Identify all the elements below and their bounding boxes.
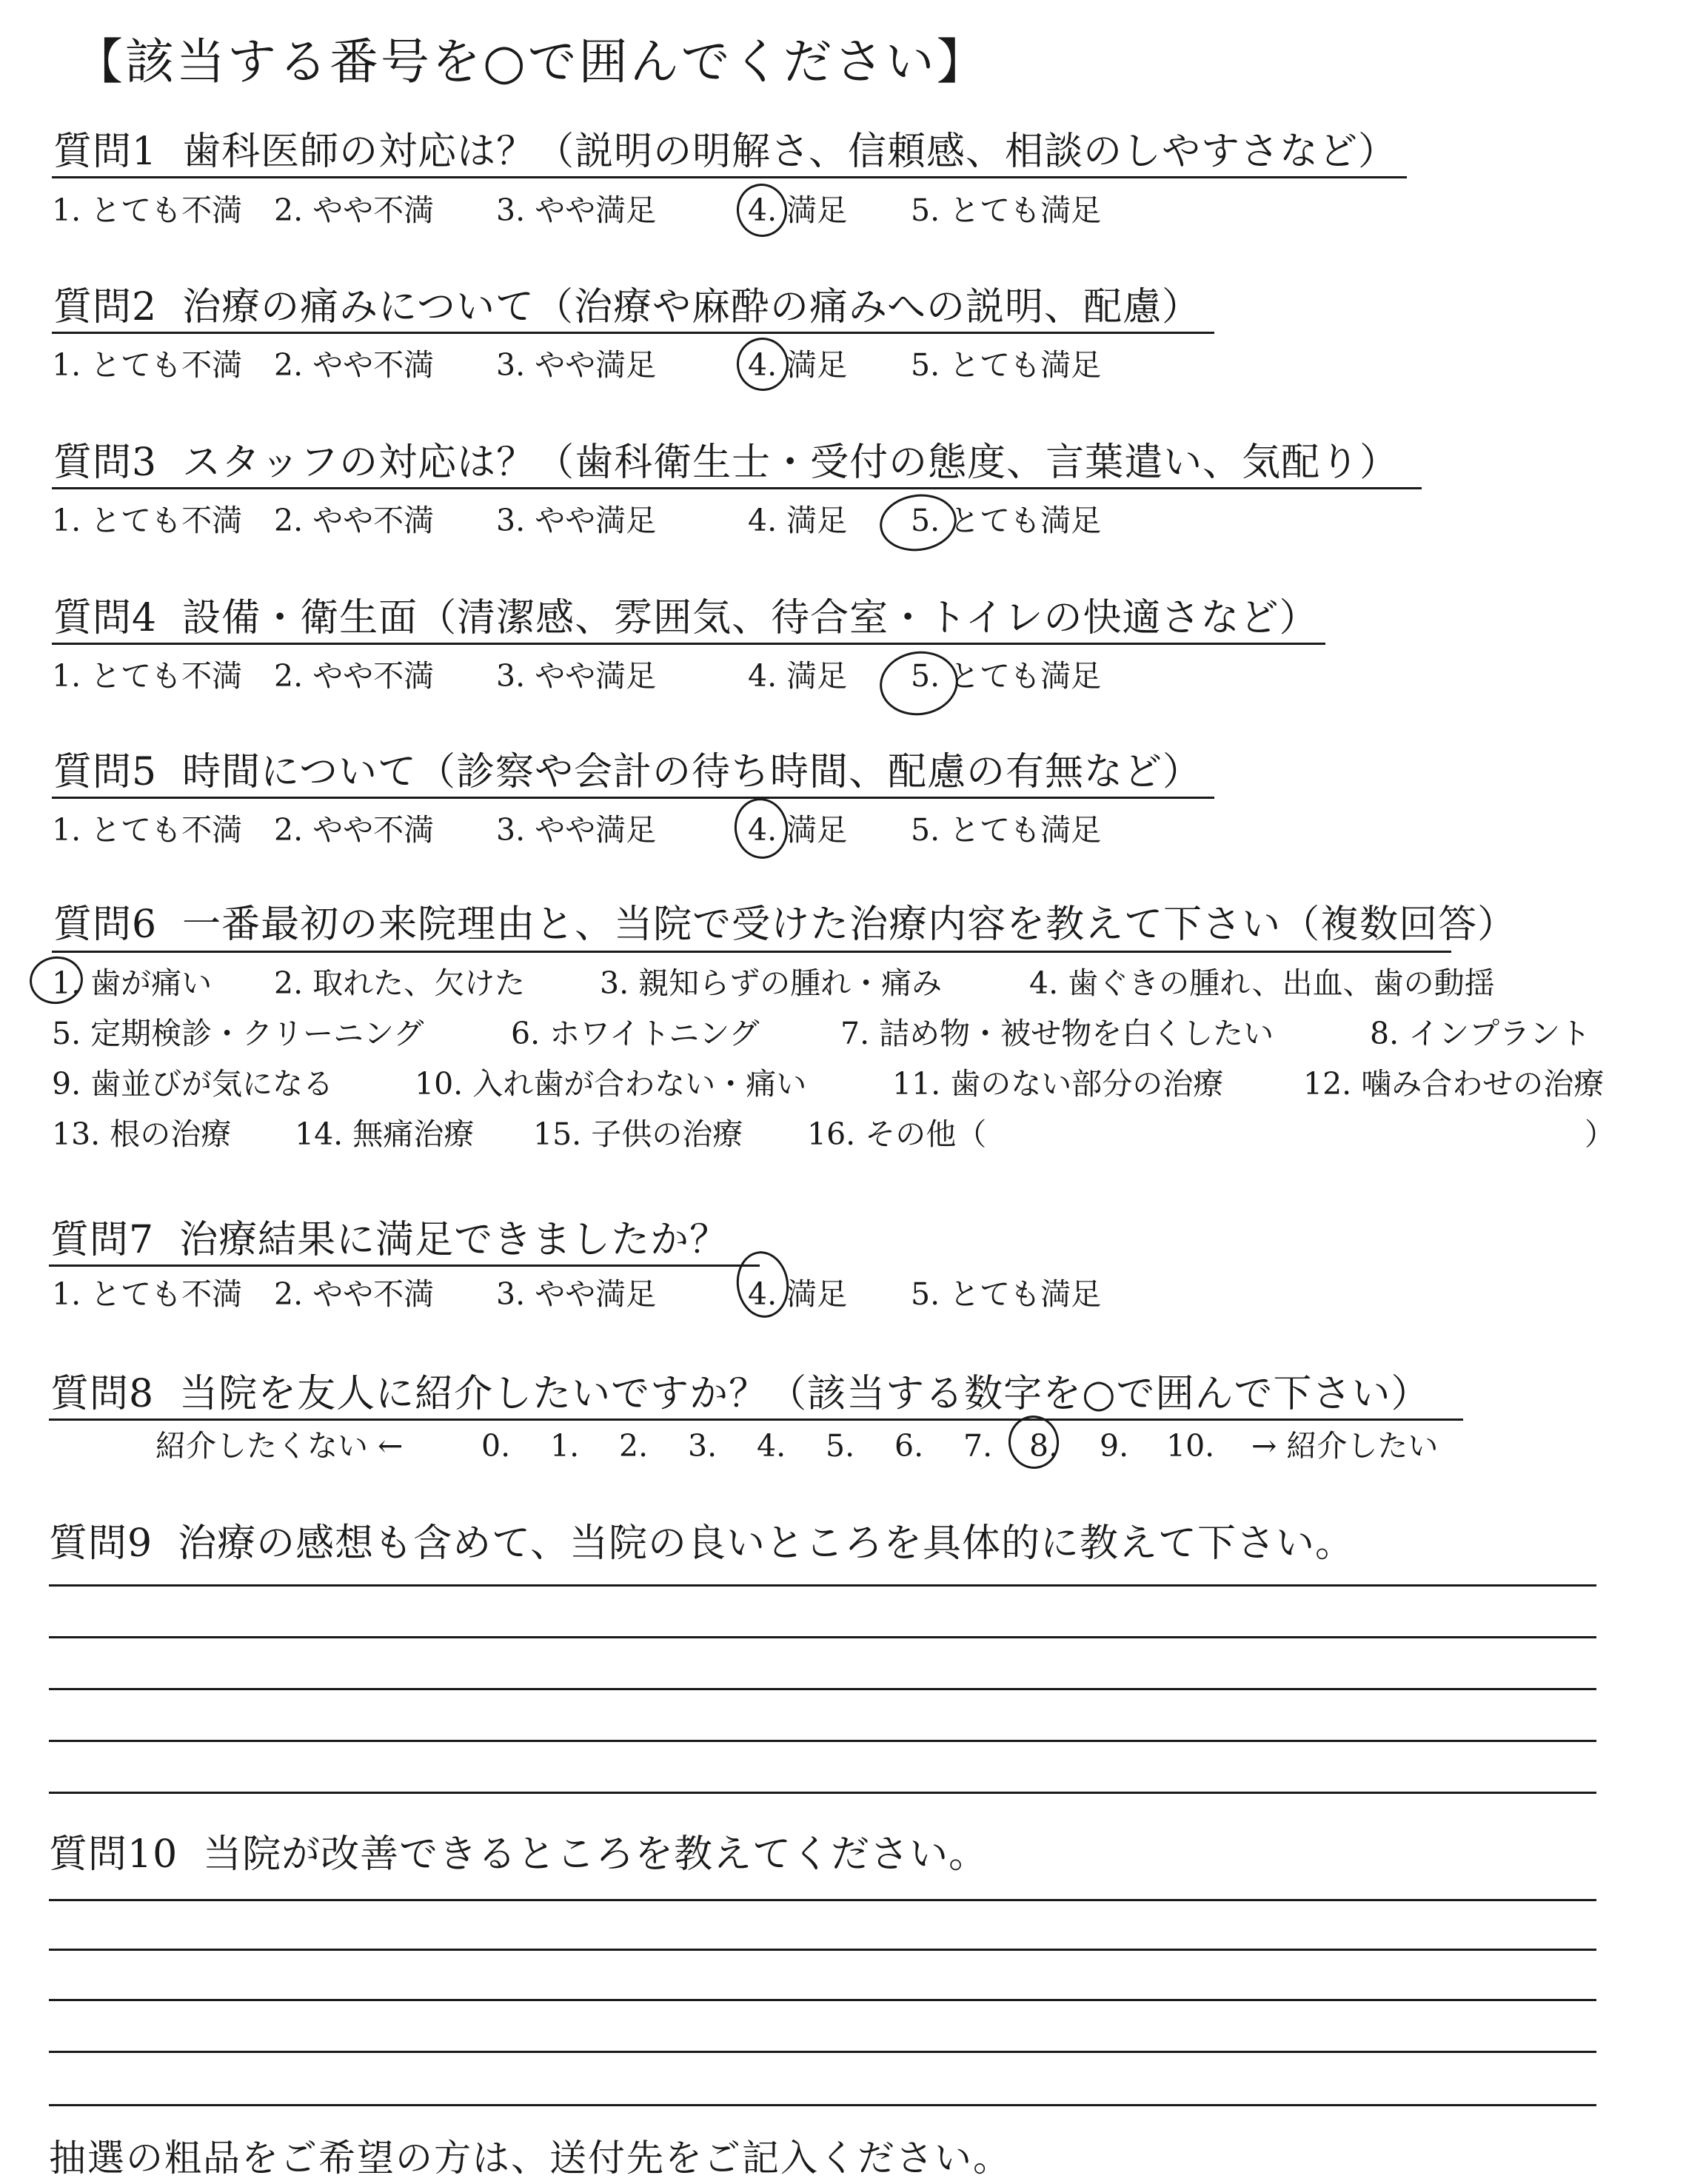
question-2-title — [53, 281, 1201, 333]
option-1[interactable]: 1. とても不満 — [52, 658, 243, 694]
reason-option-5[interactable]: 5. 定期検診・クリーニング — [52, 1016, 424, 1051]
option-4[interactable]: 4. 満足 — [748, 812, 848, 848]
question-number: 質問10 — [49, 1832, 178, 1877]
question-number: 質問1 — [53, 130, 158, 174]
question-5-options — [0, 808, 1706, 852]
option-3[interactable]: 3. やや満足 — [496, 347, 657, 383]
reason-option-6[interactable]: 6. ホワイトニング — [511, 1016, 760, 1051]
question-1-options — [0, 188, 1706, 232]
reason-option-13[interactable]: 13. 根の治療 — [52, 1116, 232, 1152]
option-2[interactable]: 2. やや不満 — [274, 503, 435, 538]
question-3-title — [53, 437, 1399, 489]
question-3-options — [0, 498, 1706, 543]
reason-option-8[interactable]: 8. インプラント — [1370, 1016, 1591, 1051]
reason-option-9[interactable]: 9. 歯並びが気になる — [52, 1066, 334, 1102]
reason-option-12[interactable]: 12. 噛み合わせの治療 — [1303, 1066, 1605, 1102]
scale-low-label: 紹介したくない ← — [155, 1428, 404, 1464]
question-number: 質問7 — [50, 1218, 155, 1262]
answer-writing-line[interactable] — [49, 1899, 1596, 1901]
question-text: 一番最初の来院理由と、当院で受けた治療内容を教えて下さい（複数回答） — [182, 902, 1517, 947]
option-1[interactable]: 1. とても不満 — [52, 192, 243, 228]
option-2[interactable]: 2. やや不満 — [274, 347, 435, 383]
scale-value-0[interactable]: 0. — [481, 1428, 511, 1464]
question-text: 設備・衛生面（清潔感、雰囲気、待合室・トイレの快適さなど） — [182, 596, 1319, 640]
question-number: 質問4 — [53, 596, 158, 640]
option-4[interactable]: 4. 満足 — [748, 192, 848, 228]
reason-option-10[interactable]: 10. 入れ歯が合わない・痛い — [415, 1066, 807, 1102]
question-5-title — [53, 746, 1202, 798]
scale-value-5[interactable]: 5. — [826, 1428, 855, 1464]
option-4[interactable]: 4. 満足 — [748, 1276, 848, 1312]
scale-value-7[interactable]: 7. — [963, 1428, 993, 1464]
option-5[interactable]: 5. とても満足 — [911, 503, 1102, 538]
answer-writing-line[interactable] — [49, 1584, 1596, 1587]
question-text: 治療の感想も含めて、当院の良いところを具体的に教えて下さい。 — [178, 1521, 1355, 1566]
question-underline — [52, 332, 1214, 334]
option-3[interactable]: 3. やや満足 — [496, 1276, 657, 1312]
question-number: 質問2 — [53, 285, 158, 329]
scale-high-label: → 紹介したい — [1251, 1428, 1439, 1464]
question-underline — [52, 797, 1214, 799]
page-title: 【該当する番号を○で囲んでください】 — [74, 33, 988, 90]
question-6-options — [0, 961, 1706, 1168]
question-8-scale — [0, 1424, 1706, 1468]
question-text: 当院が改善できるところを教えてください。 — [203, 1832, 989, 1877]
question-number: 質問3 — [53, 441, 158, 485]
question-underline — [49, 1264, 760, 1267]
scale-value-10[interactable]: 10. — [1166, 1428, 1215, 1464]
question-9-title — [49, 1518, 1354, 1570]
option-5[interactable]: 5. とても満足 — [911, 192, 1102, 228]
reason-option-7[interactable]: 7. 詰め物・被せ物を白くしたい — [840, 1016, 1274, 1051]
option-4[interactable]: 4. 満足 — [748, 658, 848, 694]
option-5[interactable]: 5. とても満足 — [911, 812, 1102, 848]
option-3[interactable]: 3. やや満足 — [496, 658, 657, 694]
option-5[interactable]: 5. とても満足 — [911, 658, 1102, 694]
question-underline — [52, 643, 1325, 645]
reason-option-3[interactable]: 3. 親知らずの腫れ・痛み — [600, 965, 943, 1001]
question-10-title — [49, 1829, 988, 1880]
answer-writing-line[interactable] — [49, 1688, 1596, 1690]
question-text: 当院を友人に紹介したいですか？（該当する数字を○で囲んで下さい） — [179, 1372, 1431, 1416]
reason-option-2[interactable]: 2. 取れた、欠けた — [274, 965, 526, 1001]
question-7-options — [0, 1272, 1706, 1316]
option-1[interactable]: 1. とても不満 — [52, 812, 243, 848]
question-text: 治療結果に満足できましたか？ — [179, 1218, 729, 1262]
scale-value-4[interactable]: 4. — [757, 1428, 786, 1464]
question-underline — [52, 487, 1422, 489]
question-underline — [52, 951, 1451, 953]
option-1[interactable]: 1. とても不満 — [52, 1276, 243, 1312]
option-3[interactable]: 3. やや満足 — [496, 503, 657, 538]
scale-value-2[interactable]: 2. — [619, 1428, 649, 1464]
option-1[interactable]: 1. とても不満 — [52, 503, 243, 538]
answer-writing-line[interactable] — [49, 1949, 1596, 1951]
answer-writing-line[interactable] — [49, 2051, 1596, 2053]
option-3[interactable]: 3. やや満足 — [496, 192, 657, 228]
question-7-title — [50, 1214, 729, 1266]
option-5[interactable]: 5. とても満足 — [911, 1276, 1102, 1312]
footer-note-cutoff: 抽選の粗品をご希望の方は、送付先をご記入ください。 — [49, 2137, 1011, 2180]
option-2[interactable]: 2. やや不満 — [274, 658, 435, 694]
option-2[interactable]: 2. やや不満 — [274, 1276, 435, 1312]
question-number: 質問6 — [53, 902, 158, 947]
other-close-paren: ） — [1585, 1116, 1615, 1152]
option-3[interactable]: 3. やや満足 — [496, 812, 657, 848]
scale-value-8[interactable]: 8. — [1029, 1428, 1059, 1464]
question-8-title — [50, 1368, 1430, 1420]
question-underline — [49, 1418, 1463, 1421]
answer-writing-line[interactable] — [49, 2104, 1596, 2106]
reason-option-15[interactable]: 15. 子供の治療 — [533, 1116, 743, 1152]
scale-value-6[interactable]: 6. — [894, 1428, 924, 1464]
option-2[interactable]: 2. やや不満 — [274, 812, 435, 848]
question-1-title — [53, 126, 1397, 178]
scale-value-3[interactable]: 3. — [688, 1428, 717, 1464]
option-5[interactable]: 5. とても満足 — [911, 347, 1102, 383]
question-6-title — [53, 899, 1516, 951]
question-number: 質問8 — [50, 1372, 155, 1416]
question-number: 質問5 — [53, 750, 158, 794]
question-text: スタッフの対応は？（歯科衛生士・受付の態度、言葉遣い、気配り） — [182, 441, 1399, 485]
option-2[interactable]: 2. やや不満 — [274, 192, 435, 228]
question-underline — [52, 176, 1407, 178]
question-text: 時間について（診察や会計の待ち時間、配慮の有無など） — [182, 750, 1202, 794]
question-4-title — [53, 592, 1319, 644]
reason-option-1[interactable]: 1. 歯が痛い — [52, 965, 213, 1001]
scale-value-1[interactable]: 1. — [550, 1428, 580, 1464]
answer-writing-line[interactable] — [49, 1636, 1596, 1638]
option-4[interactable]: 4. 満足 — [748, 503, 848, 538]
question-text: 治療の痛みについて（治療や麻酔の痛みへの説明、配慮） — [182, 285, 1202, 329]
answer-writing-line[interactable] — [49, 1999, 1596, 2001]
reason-option-16[interactable]: 16. その他（ — [807, 1116, 987, 1152]
answer-writing-line[interactable] — [49, 1740, 1596, 1742]
option-1[interactable]: 1. とても不満 — [52, 347, 243, 383]
question-number: 質問9 — [49, 1521, 153, 1566]
question-2-options — [0, 343, 1706, 387]
scale-value-9[interactable]: 9. — [1100, 1428, 1129, 1464]
answer-writing-line[interactable] — [49, 1792, 1596, 1794]
reason-option-4[interactable]: 4. 歯ぐきの腫れ、出血、歯の動揺 — [1029, 965, 1495, 1001]
question-4-options — [0, 654, 1706, 698]
reason-option-14[interactable]: 14. 無痛治療 — [295, 1116, 475, 1152]
option-4[interactable]: 4. 満足 — [748, 347, 848, 383]
reason-option-11[interactable]: 11. 歯のない部分の治療 — [892, 1066, 1224, 1102]
question-text: 歯科医師の対応は？（説明の明解さ、信頼感、相談のしやすさなど） — [182, 130, 1398, 174]
